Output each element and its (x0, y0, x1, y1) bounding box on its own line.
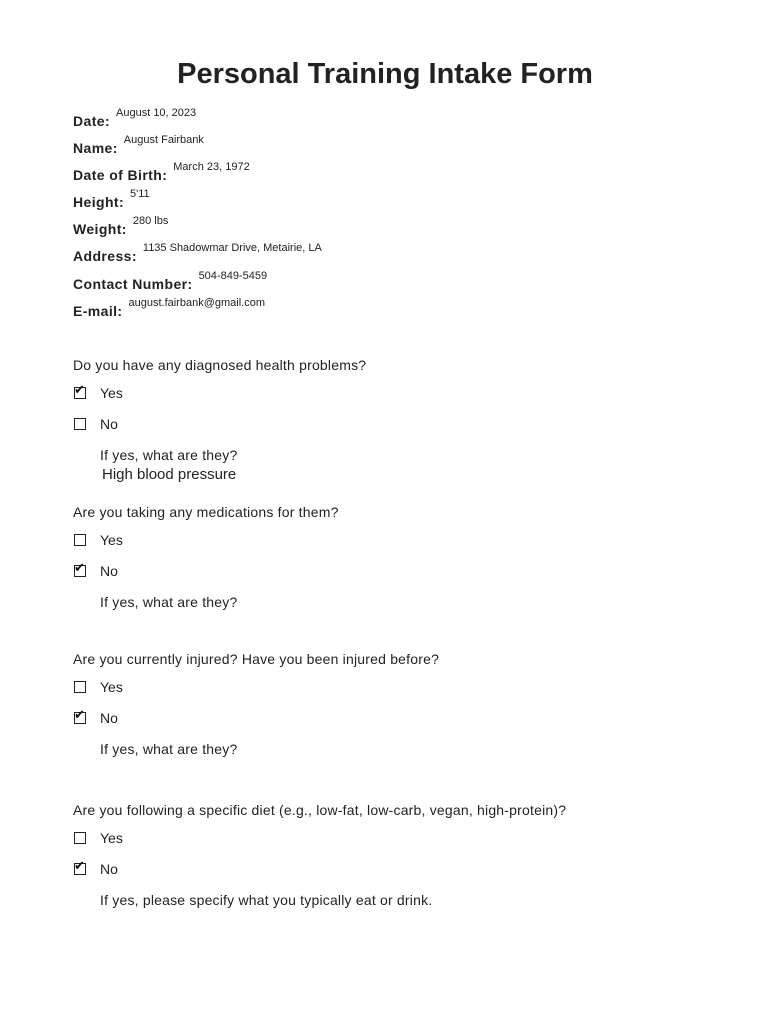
weight-label: Weight: (73, 221, 127, 237)
contact-value[interactable]: 504-849-5459 (198, 270, 268, 282)
medications-no-label: No (100, 563, 118, 579)
injuries-yes-checkbox[interactable] (74, 681, 86, 693)
medications-yes-checkbox[interactable] (74, 534, 86, 546)
question-diet: Are you following a specific diet (e.g., low-fat, low-carb, vegan, high-protein)? (73, 802, 567, 818)
name-label: Name: (73, 140, 118, 156)
height-label: Height: (73, 194, 125, 210)
email-value[interactable]: august.fairbank@gmail.com (128, 297, 265, 309)
injuries-no-checkbox[interactable] (74, 708, 86, 724)
medications-followup-prompt: If yes, what are they? (100, 594, 238, 610)
check-mark-icon: ✔ (74, 708, 85, 723)
name-value[interactable]: August Fairbank (123, 134, 204, 146)
address-row (73, 242, 322, 266)
contact-label: Contact Number: (73, 276, 193, 292)
check-mark-icon: ✔ (74, 561, 85, 576)
injuries-no-label: No (100, 710, 118, 726)
address-label: Address: (73, 248, 137, 264)
diet-no-label: No (100, 861, 118, 877)
height-value[interactable]: 5'11 (130, 188, 150, 200)
diet-yes-label: Yes (100, 830, 123, 846)
injuries-followup-prompt: If yes, what are they? (100, 741, 238, 757)
form-title: Personal Training Intake Form (177, 58, 593, 90)
name-row (73, 134, 204, 158)
email-row (73, 297, 265, 321)
email-label: E-mail: (73, 303, 123, 319)
health-no-checkbox[interactable] (74, 418, 86, 430)
question-health-problems: Do you have any diagnosed health problems? (73, 357, 367, 373)
health-no-label: No (100, 416, 118, 432)
health-followup-answer[interactable]: High blood pressure (102, 466, 237, 483)
health-yes-checkbox[interactable] (74, 383, 86, 399)
check-mark-icon: ✔ (74, 859, 85, 874)
weight-row (73, 215, 169, 239)
injuries-yes-label: Yes (100, 679, 123, 695)
medications-no-checkbox[interactable] (74, 561, 86, 577)
question-injuries: Are you currently injured? Have you been injured before? (73, 651, 440, 667)
dob-row (73, 161, 250, 185)
contact-row (73, 270, 268, 294)
health-followup-prompt: If yes, what are they? (100, 447, 238, 463)
date-value[interactable]: August 10, 2023 (116, 107, 197, 119)
dob-label: Date of Birth: (73, 167, 168, 183)
address-value[interactable]: 1135 Shadowmar Drive, Metairie, LA (142, 242, 322, 254)
diet-no-checkbox[interactable] (74, 859, 86, 875)
weight-value[interactable]: 280 lbs (132, 215, 169, 227)
dob-value[interactable]: March 23, 1972 (173, 161, 250, 173)
diet-yes-checkbox[interactable] (74, 832, 86, 844)
medications-yes-label: Yes (100, 532, 123, 548)
diet-followup-prompt: If yes, please specify what you typically eat or drink. (100, 892, 433, 908)
health-yes-label: Yes (100, 385, 123, 401)
question-medications: Are you taking any medications for them? (73, 504, 339, 520)
check-mark-icon: ✔ (74, 383, 85, 398)
date-row (73, 107, 197, 131)
height-row (73, 188, 150, 212)
date-label: Date: (73, 113, 111, 129)
